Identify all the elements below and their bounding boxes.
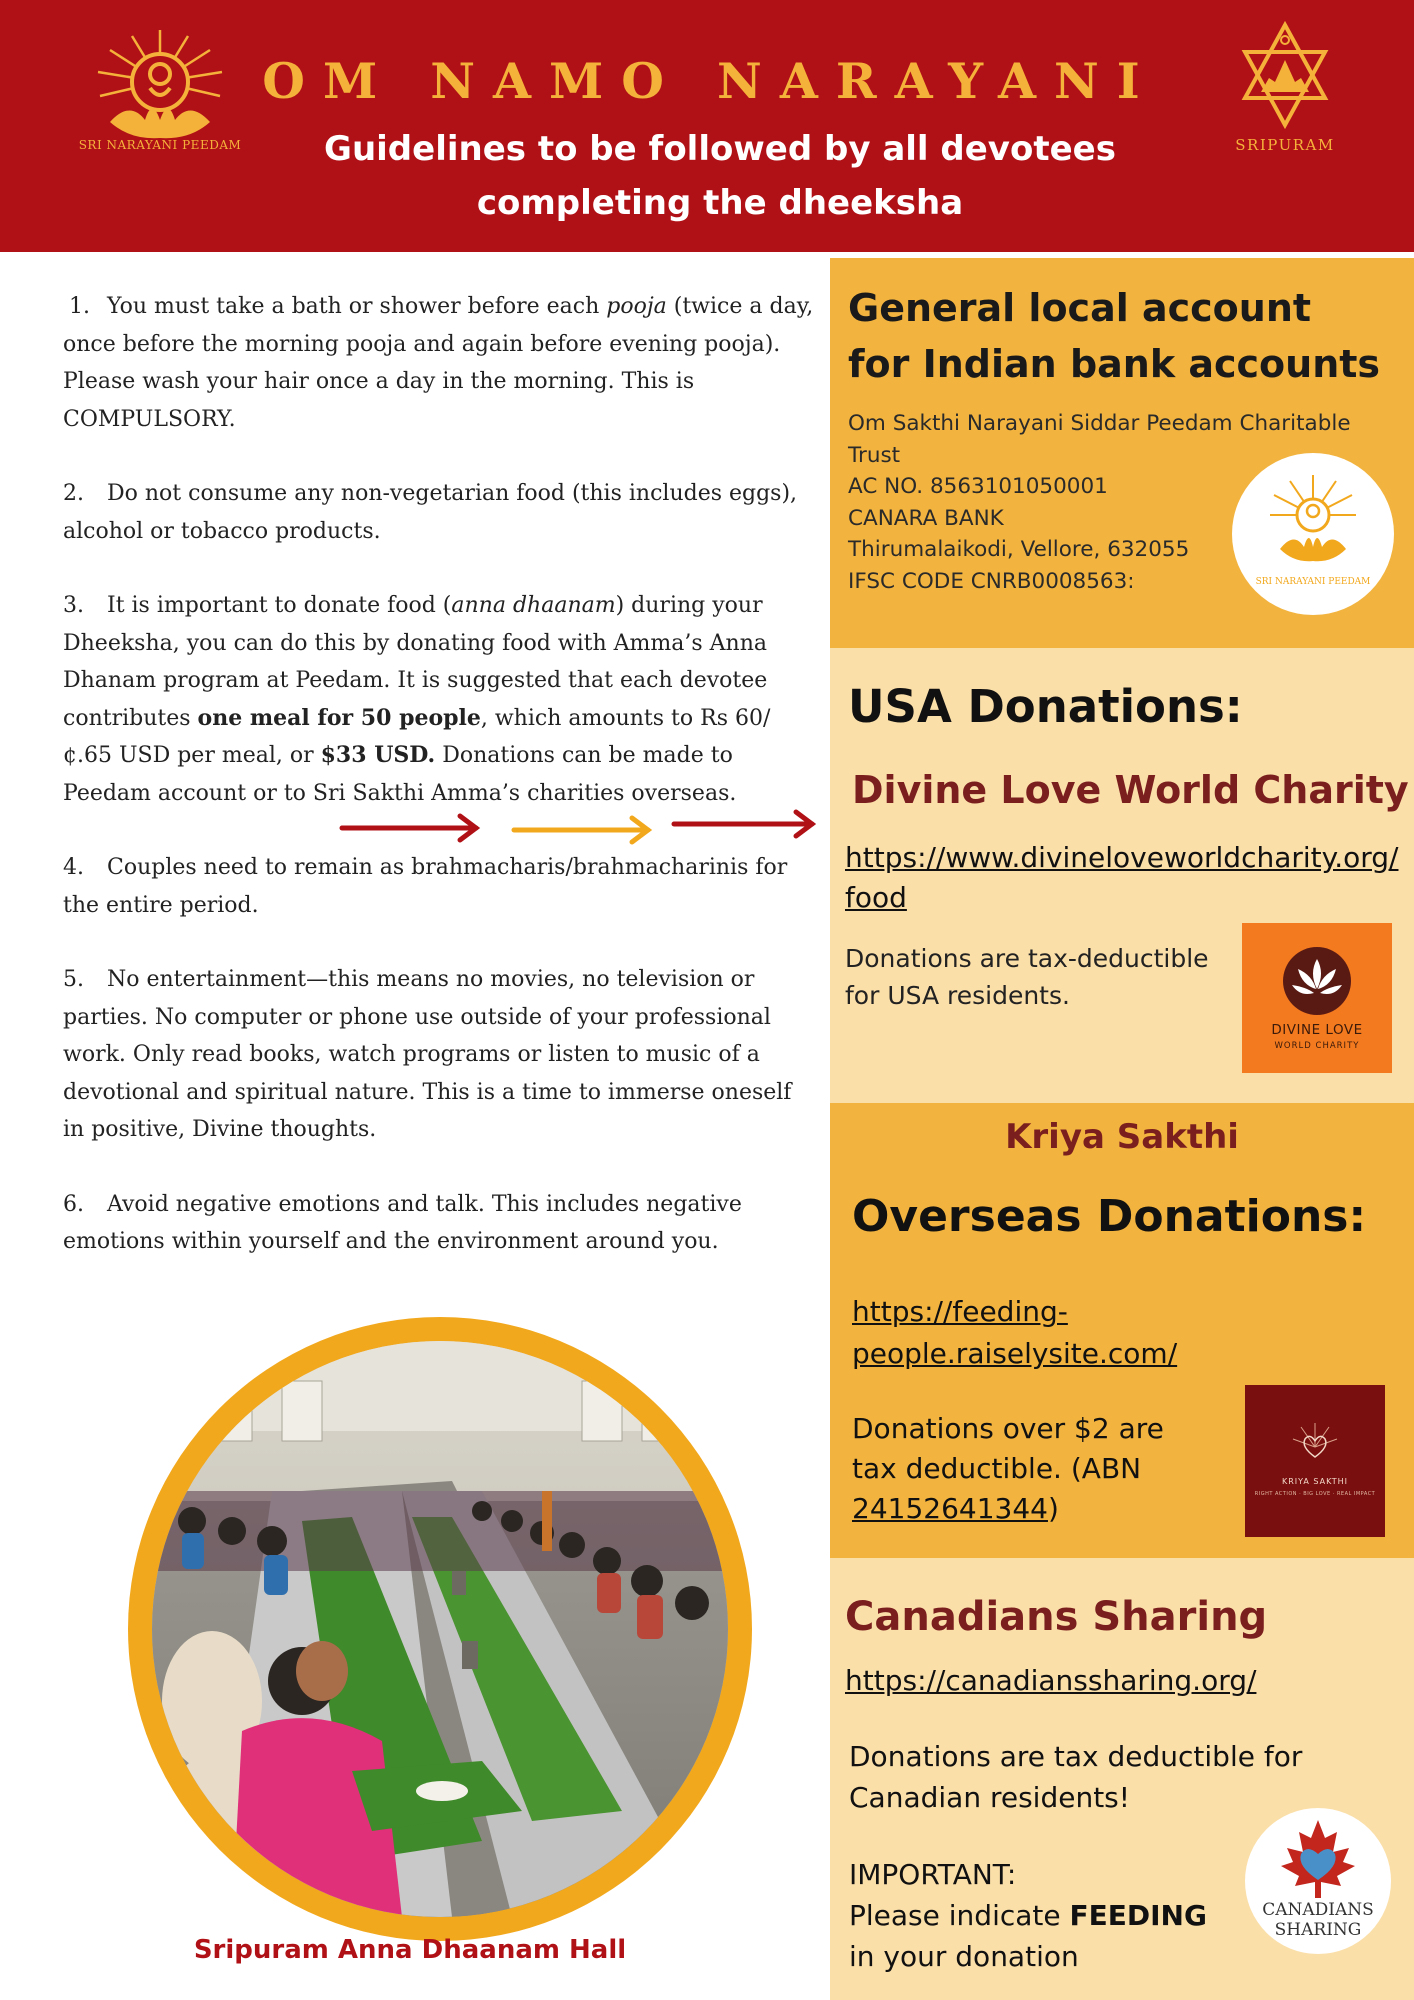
- indian-account-heading: [848, 280, 1388, 392]
- badge-text: SRI NARAYANI PEEDAM: [1255, 577, 1371, 587]
- badge-text: WORLD CHARITY: [1274, 1041, 1360, 1051]
- maple-heart-icon: [1245, 1808, 1391, 1904]
- badge-text: DIVINE LOVE: [1271, 1022, 1363, 1038]
- guideline-text: Donations can be made to Peedam account or to Sri Sakthi Amma’s charities overseas.: [63, 743, 737, 806]
- arrow-right-icon: [674, 812, 812, 836]
- arrow-right-icon: [342, 816, 476, 840]
- guideline-text: You must take a bath or shower before each: [107, 294, 607, 319]
- bank-detail-line: Trust: [848, 442, 901, 468]
- guideline-number: 4.: [63, 855, 84, 880]
- subtitle-line-1: Guidelines to be followed by all devotees: [324, 129, 1116, 169]
- indian-account-panel: [830, 258, 1414, 648]
- guideline-1: [63, 288, 815, 438]
- kriya-sakthi-badge: [1245, 1385, 1385, 1537]
- usa-donations-panel: [830, 648, 1414, 1103]
- photo-caption: Sripuram Anna Dhaanam Hall: [193, 1935, 627, 1965]
- bank-detail-line: AC NO. 8563101050001: [848, 474, 1108, 499]
- canadians-sharing-name: Canadians Sharing: [845, 1594, 1268, 1640]
- dining-hall-photo-frame: [128, 1317, 752, 1941]
- bank-detail-line: IFSC CODE CNRB0008563:: [848, 568, 1135, 594]
- guideline-text: Couples need to remain as brahmacharis/brahmacharinis for the entire period.: [63, 855, 788, 918]
- note-text: in your donation: [849, 1940, 1079, 1973]
- arrow-icons: [338, 808, 818, 848]
- guideline-text: No entertainment—this means no movies, no television or parties. No computer or phone use outside of your professional work. Only read books, watch programs or listen to music of a devotional and spiritual nature. This is a time to immerse oneself in positive, Divine thoughts.: [63, 967, 792, 1142]
- guideline-text: , which amounts to Rs 60/¢.65 USD per meal, or: [63, 705, 771, 768]
- dining-hall-photo: [152, 1341, 728, 1917]
- right-logo-text: SRIPURAM: [1235, 136, 1335, 154]
- canada-tax-note: Donations are tax deductible for Canadian residents!: [849, 1740, 1303, 1814]
- badge-text: RIGHT ACTION · BIG LOVE · REAL IMPACT: [1254, 1491, 1376, 1497]
- overseas-tax-note: [852, 1409, 1192, 1529]
- guideline-emphasis: anna dhaanam: [451, 593, 616, 618]
- important-note: [849, 1854, 1229, 1977]
- divine-love-link[interactable]: https://www.divineloveworldcharity.org/food: [845, 841, 1399, 914]
- guideline-3: [63, 587, 815, 812]
- lotus-icon: [1242, 923, 1392, 1023]
- feeding-bold: FEEDING: [1069, 1899, 1207, 1932]
- important-text: [849, 1895, 1229, 1977]
- subtitle-line-2: completing the dheeksha: [476, 183, 964, 223]
- badge-text: KRIYA SAKTHI: [1281, 1477, 1349, 1486]
- note-text: Donations over $2 are tax deductible. (ABN: [852, 1412, 1164, 1485]
- feeding-people-link[interactable]: https://feeding-people.raiselysite.com/: [852, 1295, 1178, 1370]
- left-logo-text: SRI NARAYANI PEEDAM: [78, 138, 242, 152]
- bank-detail-line: CANARA BANK: [848, 505, 1004, 531]
- guideline-2: [63, 475, 815, 550]
- overseas-heading: Overseas Donations:: [852, 1191, 1367, 1242]
- bank-detail-line: Thirumalaikodi, Vellore, 632055: [848, 537, 1190, 562]
- guideline-text: Avoid negative emotions and talk. This includes negative emotions within yourself and the environment around you.: [63, 1191, 742, 1254]
- guideline-text: It is important to donate food (: [107, 593, 452, 618]
- guideline-bold: $33 USD.: [320, 742, 436, 768]
- canadians-sharing-link[interactable]: https://canadianssharing.org/: [845, 1664, 1257, 1697]
- usa-heading: USA Donations:: [848, 680, 1243, 733]
- usa-org-name: Divine Love World Charity: [852, 768, 1409, 812]
- guideline-number: 3.: [63, 593, 84, 618]
- heading-line: General local account: [848, 286, 1312, 330]
- page-subtitle: [260, 122, 1180, 230]
- dining-hall-illustration: [152, 1341, 728, 1917]
- guideline-bold: one meal for 50 people: [197, 704, 481, 731]
- usa-tax-note: Donations are tax-deductible for USA residents.: [845, 944, 1209, 1010]
- narayani-peedam-badge: [1232, 453, 1394, 615]
- guideline-number: 5.: [63, 967, 84, 992]
- guideline-text: ) during your Dheeksha, you can do this by donating food with Amma’s Anna Dhanam program at Peedam. It is suggested that each devotee contributes: [63, 593, 768, 731]
- heart-sun-icon: [1245, 1385, 1385, 1475]
- guideline-text: (twice a day, once before the morning pooja and again before evening pooja). Please wash your hair once a day in the morning. This is COMPULSORY.: [63, 294, 814, 432]
- canada-donations-panel: [830, 1558, 1414, 2000]
- badge-text: [1245, 1900, 1391, 1940]
- overseas-donations-panel: [830, 1103, 1414, 1558]
- guidelines-list: [63, 288, 815, 1298]
- guideline-emphasis: pooja: [606, 294, 667, 319]
- lotus-logo-icon: [1232, 453, 1394, 615]
- guideline-5: [63, 961, 815, 1149]
- bank-detail-line: Om Sakthi Narayani Siddar Peedam Charitable: [848, 411, 1351, 436]
- guideline-number: 1.: [69, 294, 90, 319]
- guideline-number: 2.: [63, 481, 84, 506]
- note-text: Please indicate: [849, 1899, 1070, 1932]
- canadians-sharing-badge: [1245, 1808, 1391, 1954]
- note-text: ): [1047, 1492, 1059, 1525]
- abn-number: 24152641344: [852, 1492, 1048, 1525]
- important-label: IMPORTANT:: [849, 1858, 1017, 1891]
- divine-love-badge: [1242, 923, 1392, 1073]
- kriya-sakthi-name: Kriya Sakthi: [1005, 1117, 1239, 1157]
- guideline-4: [63, 849, 815, 924]
- guideline-number: 6.: [63, 1191, 84, 1217]
- heading-line: for Indian bank accounts: [848, 342, 1381, 386]
- page-title: OM NAMO NARAYANI: [262, 52, 1158, 110]
- badge-line: SHARING: [1274, 1920, 1362, 1940]
- guideline-6: [63, 1186, 815, 1261]
- sripuram-star-logo: [1235, 20, 1335, 130]
- guideline-text: Do not consume any non-vegetarian food (this includes eggs), alcohol or tobacco products.: [63, 481, 798, 544]
- badge-line: CANADIANS: [1262, 1900, 1374, 1920]
- arrow-right-icon: [514, 818, 648, 842]
- header-banner: [0, 0, 1414, 252]
